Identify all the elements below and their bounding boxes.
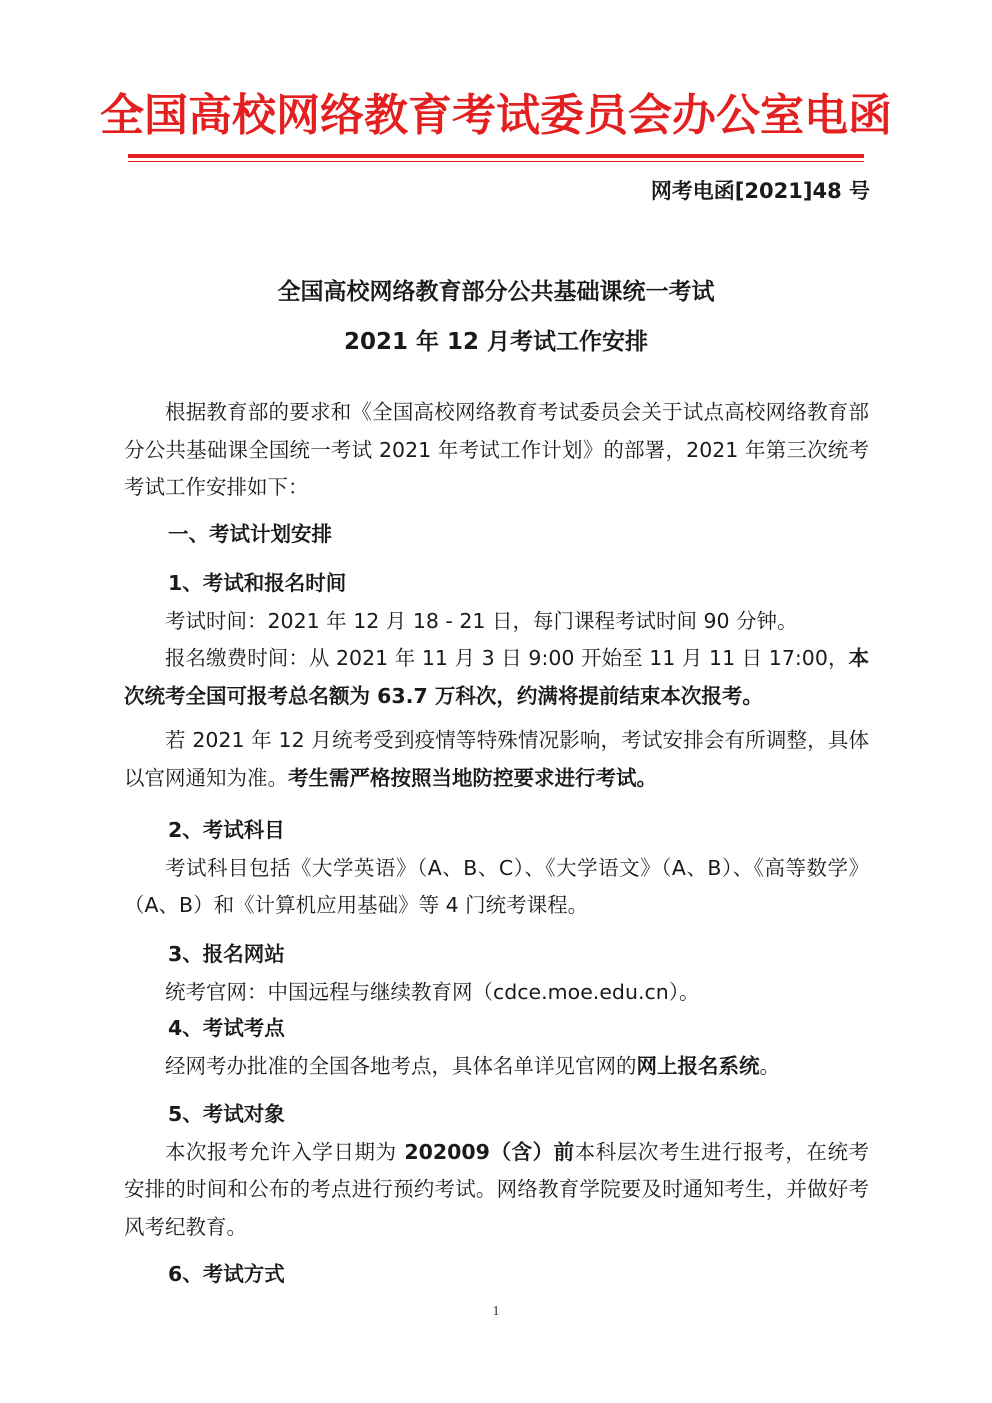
website-text: 统考官网：中国远程与继续教育网（cdce.moe.edu.cn）。 — [165, 979, 700, 1004]
subsection-5-heading: 5、考试对象 — [168, 1102, 285, 1126]
letterhead-rule-thin — [128, 161, 864, 162]
online-registration-system-bold: 网上报名系统 — [636, 1053, 760, 1078]
eligibility-date-bold: 202009（含）前 — [396, 1139, 575, 1164]
subsection-4 — [124, 1010, 869, 1085]
subsection-6-heading: 6、考试方式 — [168, 1262, 285, 1286]
epidemic-notice-text — [124, 722, 869, 797]
document-title-line-1: 全国高校网络教育部分公共基础课统一考试 — [277, 279, 715, 305]
test-centers-text — [124, 1048, 869, 1086]
subsection-2-heading: 2、考试科目 — [168, 818, 285, 842]
registration-quota-bold: 本次统考全国可报考总名额为 63.7 万科次，约满将提前结束本次报考。 — [124, 646, 869, 708]
intro-text: 根据教育部的要求和《全国高校网络教育考试委员会关于试点高校网络教育部分公共基础课全国统一考试 2021 年考试工作计划》的部署，2021 年第三次统考考试工作安排如下： — [124, 400, 869, 499]
registration-time-text — [124, 640, 869, 715]
section-1 — [124, 516, 869, 554]
epidemic-notice — [124, 722, 869, 797]
page-number: 1 — [492, 1304, 500, 1319]
subjects-text: 考试科目包括《大学英语》（A、B、C）、《大学语文》（A、B）、《高等数学》（A、B）和《计算机应用基础》等 4 门统考课程。 — [124, 855, 869, 917]
letterhead-rule-thick — [128, 154, 864, 158]
subsection-4-heading: 4、考试考点 — [168, 1016, 285, 1040]
subsection-2 — [124, 812, 869, 925]
test-centers-end: 。 — [759, 1053, 780, 1078]
registration-time-plain: 报名缴费时间：从 2021 年 11 月 3 日 9:00 开始至 11 月 11 日 17:00， — [165, 646, 849, 670]
letterhead-title: 全国高校网络教育考试委员会办公室电函 — [100, 90, 892, 141]
exam-time-text: 考试时间：2021 年 12 月 18 - 21 日，每门课程考试时间 90 分钟。 — [165, 608, 798, 633]
epidemic-notice-plain: 若 2021 年 12 月统考受到疫情等特殊情况影响，考试安排会有所调整，具体以官网通知为准。 — [124, 728, 869, 790]
intro-paragraph — [124, 394, 869, 507]
eligibility-plain: 本次报考允许入学日期为 — [165, 1139, 397, 1164]
epidemic-notice-bold: 考生需严格按照当地防控要求进行考试。 — [288, 765, 657, 790]
eligibility-text — [124, 1134, 869, 1247]
eligibility-rest: 本科层次考生进行报考，在统考安排的时间和公布的考点进行预约考试。网络教育学院要及时通知考生，并做好考风考纪教育。 — [124, 1139, 869, 1239]
subsection-3-heading: 3、报名网站 — [168, 942, 285, 966]
subsection-3 — [124, 936, 869, 1011]
test-centers-plain: 经网考办批准的全国各地考点，具体名单详见官网的 — [165, 1053, 637, 1078]
subsection-1 — [124, 565, 869, 715]
document-number: 网考电函[2021]48 号 — [650, 179, 870, 203]
subsection-1-heading: 1、考试和报名时间 — [168, 571, 347, 595]
subsection-5 — [124, 1096, 869, 1246]
subsection-6 — [124, 1256, 869, 1294]
section-1-heading: 一、考试计划安排 — [168, 522, 332, 546]
document-title-line-2: 2021 年 12 月考试工作安排 — [343, 329, 649, 355]
